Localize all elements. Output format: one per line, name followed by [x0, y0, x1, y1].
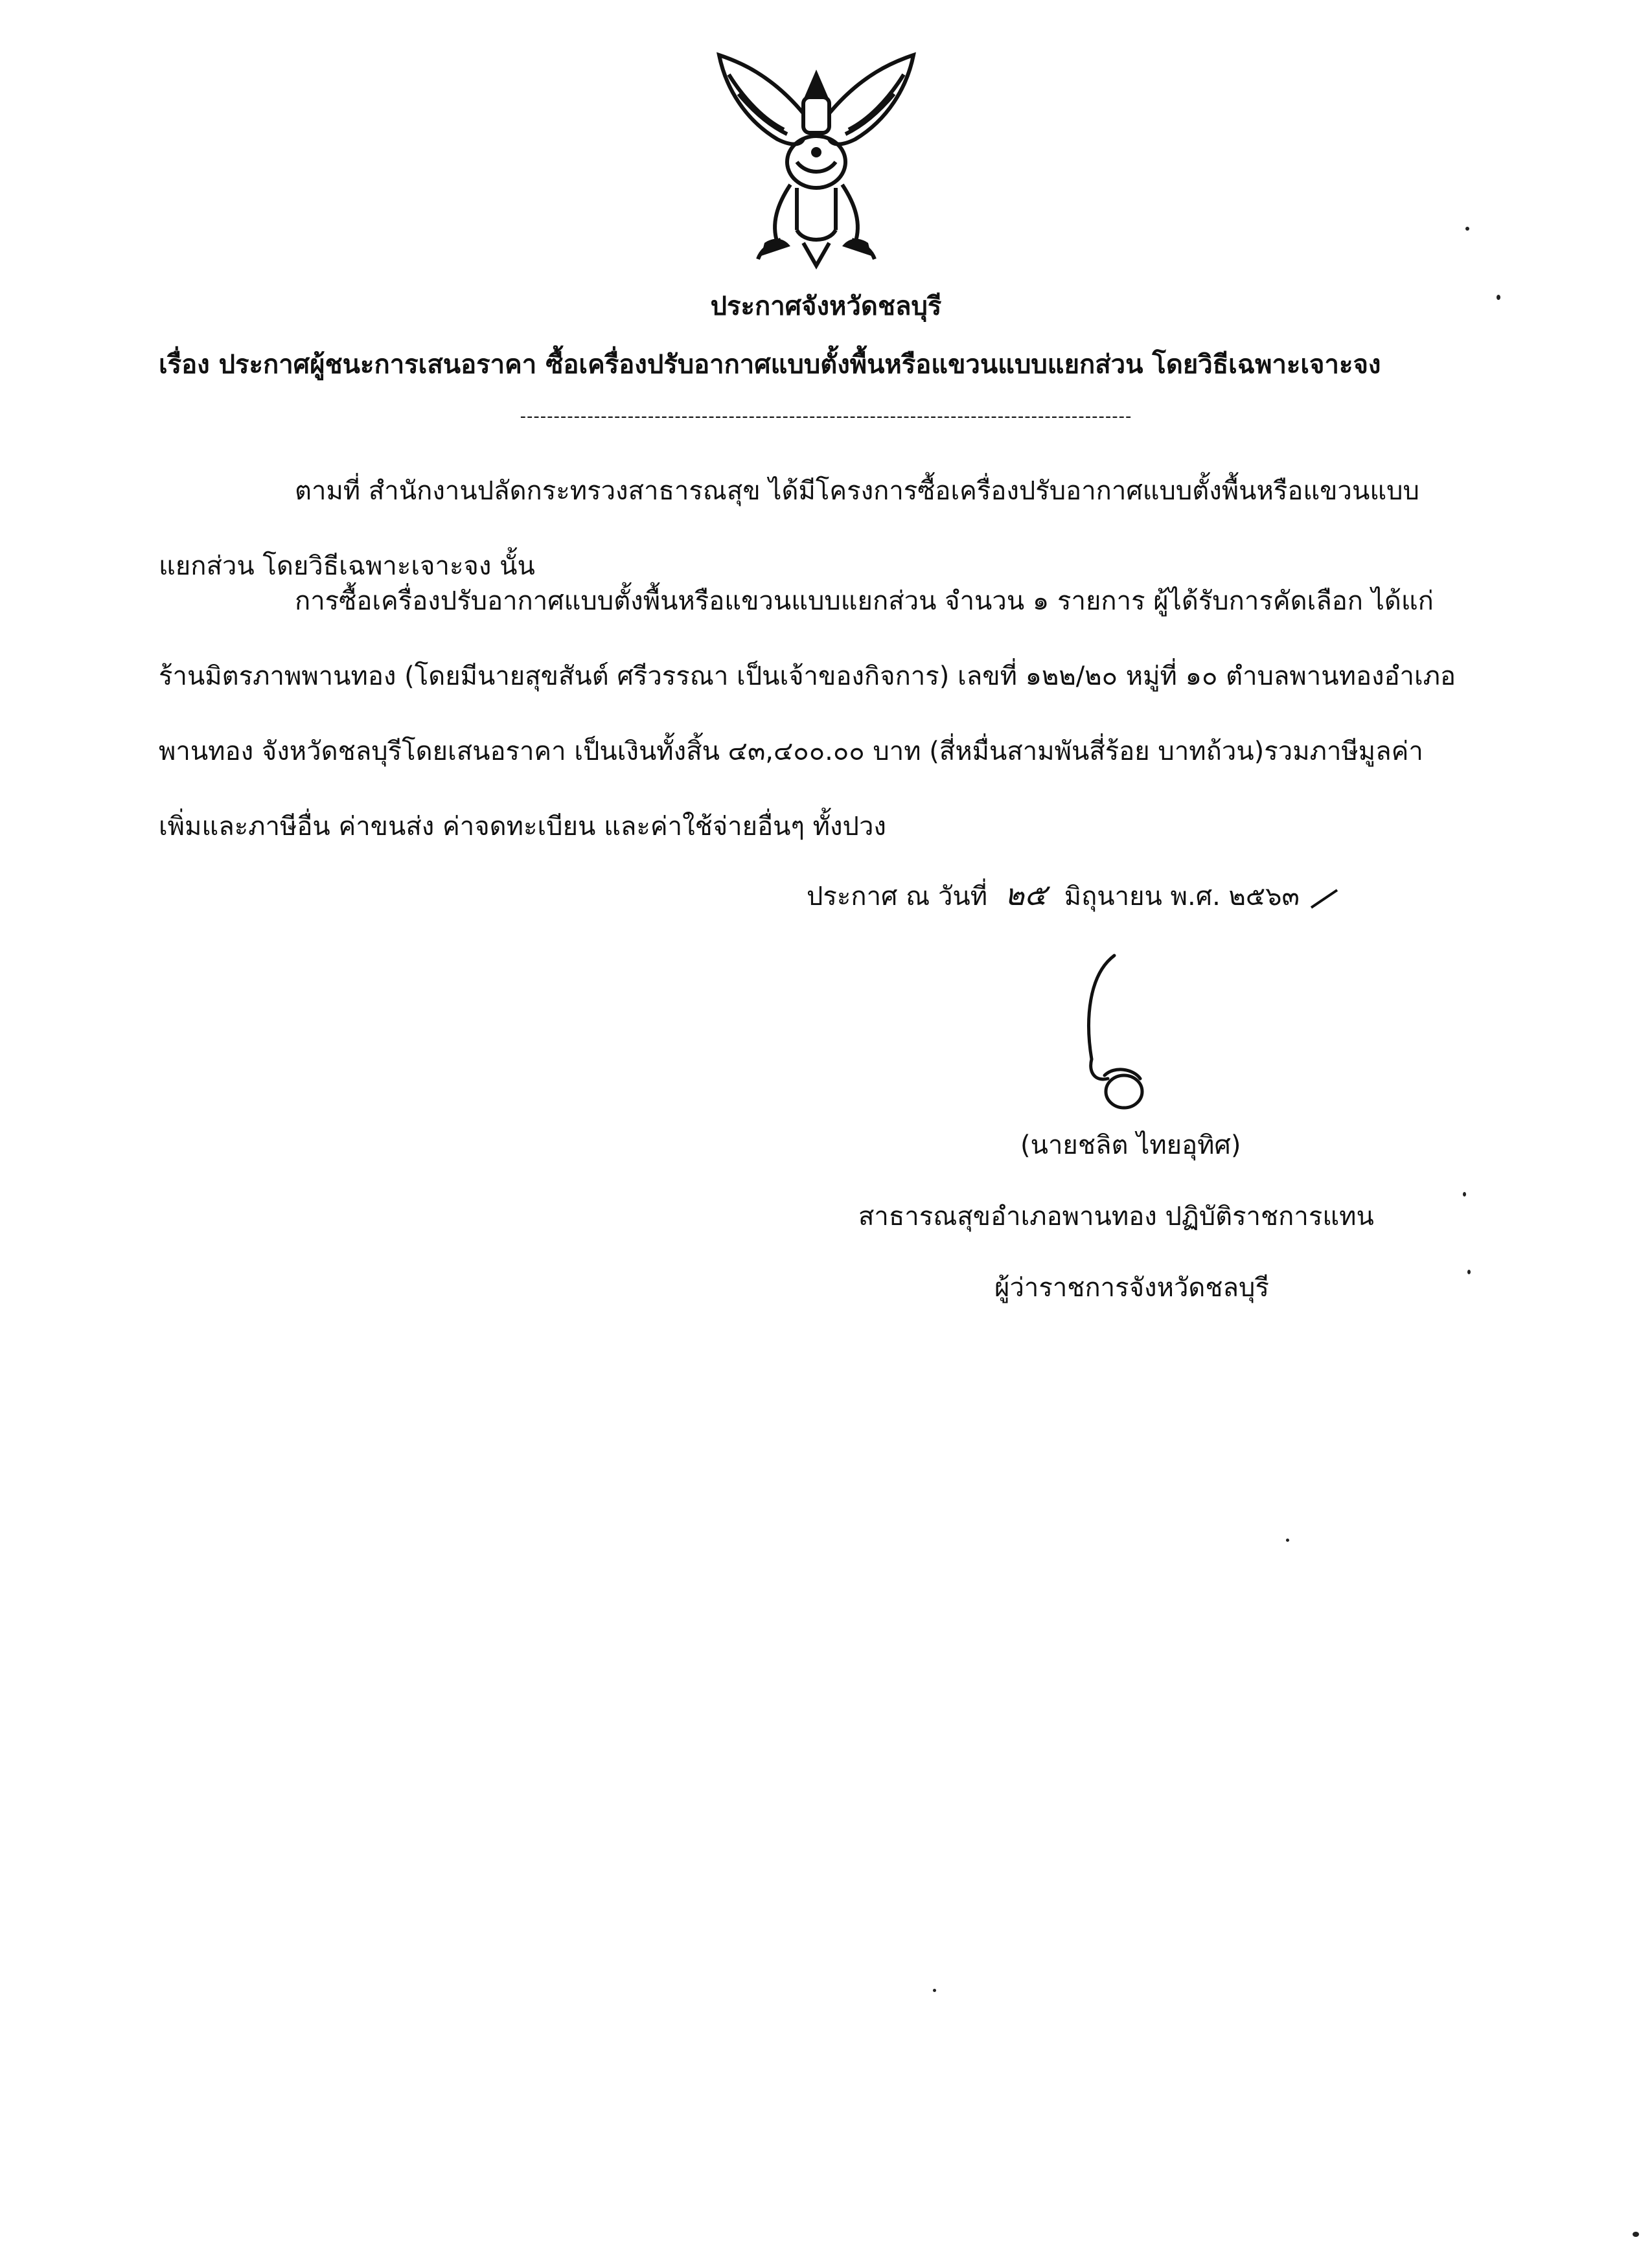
body-paragraph-2-text: การซื้อเครื่องปรับอากาศแบบตั้งพื้นหรือแขวนแบบแยกส่วน จำนวน ๑ รายการ ผู้ได้รับการคัดเลือก ได้แก่ ร้านมิตรภาพพานทอง (โดยมีนายสุขสันต์ ศรีวรรณา เป็นเจ้าของกิจการ) เลขที่ ๑๒๒/๒๐ หมู่ที่ ๑๐ ตำบลพานทองอำเภอพานทอง จังหวัดชลบุรีโดยเสนอราคา เป็นเงินทั้งสิ้น ๔๓,๔๐๐.๐๐ บาท (สี่หมื่นสามพันสี่ร้อย บาทถ้วน)รวมภาษีมูลค่าเพิ่มและภาษีอื่น ค่าขนส่ง ค่าจดทะเบียน และค่าใช้จ่ายอื่นๆ ทั้งปวง [159, 586, 1456, 842]
check-mark-icon [1308, 885, 1340, 911]
scan-speck [1467, 1270, 1471, 1274]
signer-position-line-2: ผู้ว่าราชการจังหวัดชลบุรี [994, 1273, 1269, 1303]
scan-speck [1463, 1192, 1466, 1197]
scan-speck [933, 1989, 936, 1992]
garuda-emblem-icon [700, 49, 933, 282]
date-prefix: ประกาศ ณ วันที่ [807, 882, 988, 911]
scan-speck [1286, 1539, 1289, 1542]
signer-position-line-1: สาธารณสุขอำเภอพานทอง ปฏิบัติราชการแทน [858, 1202, 1374, 1231]
separator-line: ------------------------------------------------------------------------------------------- [520, 407, 1132, 426]
date-month-year: มิถุนายน พ.ศ. ๒๕๖๓ [1064, 882, 1300, 911]
document-subject: เรื่อง ประกาศผู้ชนะการเสนอราคา ซื้อเครื่องปรับอากาศแบบตั้งพื้นหรือแขวนแบบแยกส่วน โดยวิธีเฉพาะเจาะจง [159, 350, 1381, 380]
body-paragraph-2 [159, 564, 1464, 864]
handwritten-signature [1062, 949, 1173, 1117]
scan-speck [1465, 227, 1469, 231]
signer-name: (นายชลิต ไทยอุทิศ) [1020, 1130, 1241, 1160]
scan-speck [1497, 295, 1500, 300]
date-day-handwritten: ๒๕ [1004, 877, 1047, 912]
body-paragraph-1-text: ตามที่ สำนักงานปลัดกระทรวงสาธารณสุข ได้มีโครงการซื้อเครื่องปรับอากาศแบบตั้งพื้นหรือแขวนแบบ แยกส่วน โดยวิธีเฉพาะเจาะจง นั้น [159, 476, 1419, 581]
announcement-date [807, 871, 1340, 919]
document-title: ประกาศจังหวัดชลบุรี [710, 292, 942, 321]
scan-speck [1633, 2232, 1639, 2237]
